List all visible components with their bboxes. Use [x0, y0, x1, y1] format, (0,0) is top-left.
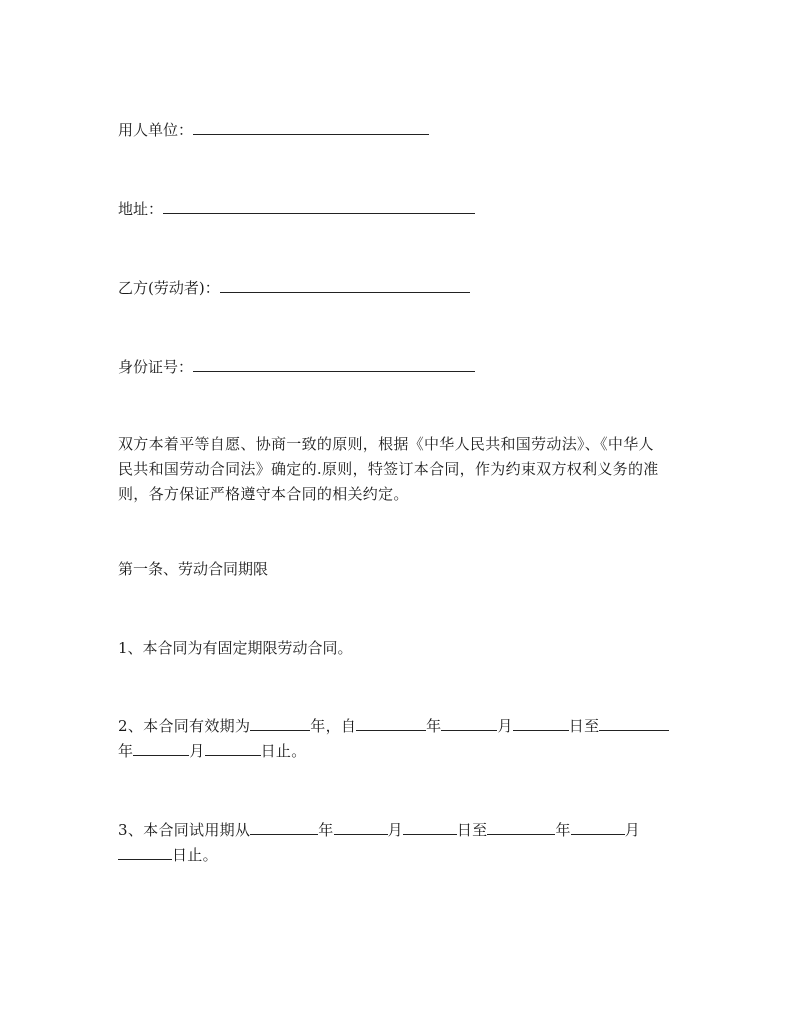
probation-start-year-blank[interactable]: [250, 818, 318, 835]
unit-month: 月: [624, 821, 641, 839]
term-years-blank[interactable]: [250, 714, 310, 731]
unit-month: 月: [189, 742, 205, 760]
probation-end-month-blank[interactable]: [571, 818, 625, 835]
unit-month: 月: [497, 717, 513, 735]
address-blank[interactable]: [163, 197, 475, 214]
unit-day-end: 日止。: [172, 846, 218, 864]
id-number-field: [118, 355, 475, 378]
probation-start-day-blank[interactable]: [403, 818, 457, 835]
probation-end-year-blank[interactable]: [487, 818, 555, 835]
article-1-item-1: 1、本合同为有固定期限劳动合同。: [118, 639, 353, 657]
end-year-blank[interactable]: [599, 714, 669, 731]
id-number-blank[interactable]: [193, 355, 475, 372]
employer-blank[interactable]: [193, 118, 429, 135]
unit-day-end: 日止。: [260, 742, 307, 760]
unit-comma-from: ，自: [325, 717, 357, 735]
party-b-field: [118, 276, 470, 299]
party-b-label: 乙方(劳动者)：: [118, 279, 220, 297]
unit-year: 年: [318, 821, 334, 839]
intro-line-1: 双方本着平等自愿、协商一致的原则，根据《中华人民共和国劳动法》、《中华人: [118, 435, 654, 453]
unit-year: 年: [310, 717, 326, 735]
unit-year: 年: [426, 717, 442, 735]
probation-start-month-blank[interactable]: [334, 818, 388, 835]
start-month-blank[interactable]: [441, 714, 497, 731]
article-1-item-2: [118, 714, 678, 764]
article-1-title: 第一条、劳动合同期限: [118, 560, 269, 578]
article-1-item-3: [118, 818, 678, 868]
end-month-blank[interactable]: [133, 739, 189, 756]
end-day-blank[interactable]: [205, 739, 261, 756]
probation-end-day-blank[interactable]: [118, 843, 172, 860]
employer-label: 用人单位：: [118, 121, 194, 139]
unit-year: 年: [118, 742, 134, 760]
intro-paragraph: [118, 432, 678, 507]
id-number-label: 身份证号：: [118, 358, 194, 376]
intro-line-3: 则，各方保证严格遵守本合同的相关约定。: [118, 485, 409, 503]
employer-field: [118, 118, 429, 141]
intro-line-2: 民共和国劳动合同法》确定的.原则，特签订本合同，作为约束双方权利义务的准: [118, 460, 659, 478]
unit-year: 年: [555, 821, 571, 839]
unit-month: 月: [387, 821, 403, 839]
unit-day-to: 日至: [568, 717, 600, 735]
start-day-blank[interactable]: [513, 714, 569, 731]
item-3-prefix: 3、本合同试用期从: [118, 821, 251, 839]
unit-day-to: 日至: [456, 821, 488, 839]
address-label: 地址：: [118, 200, 164, 218]
party-b-blank[interactable]: [220, 276, 470, 293]
address-field: [118, 197, 475, 220]
item-2-prefix: 2、本合同有效期为: [118, 717, 251, 735]
start-year-blank[interactable]: [356, 714, 426, 731]
